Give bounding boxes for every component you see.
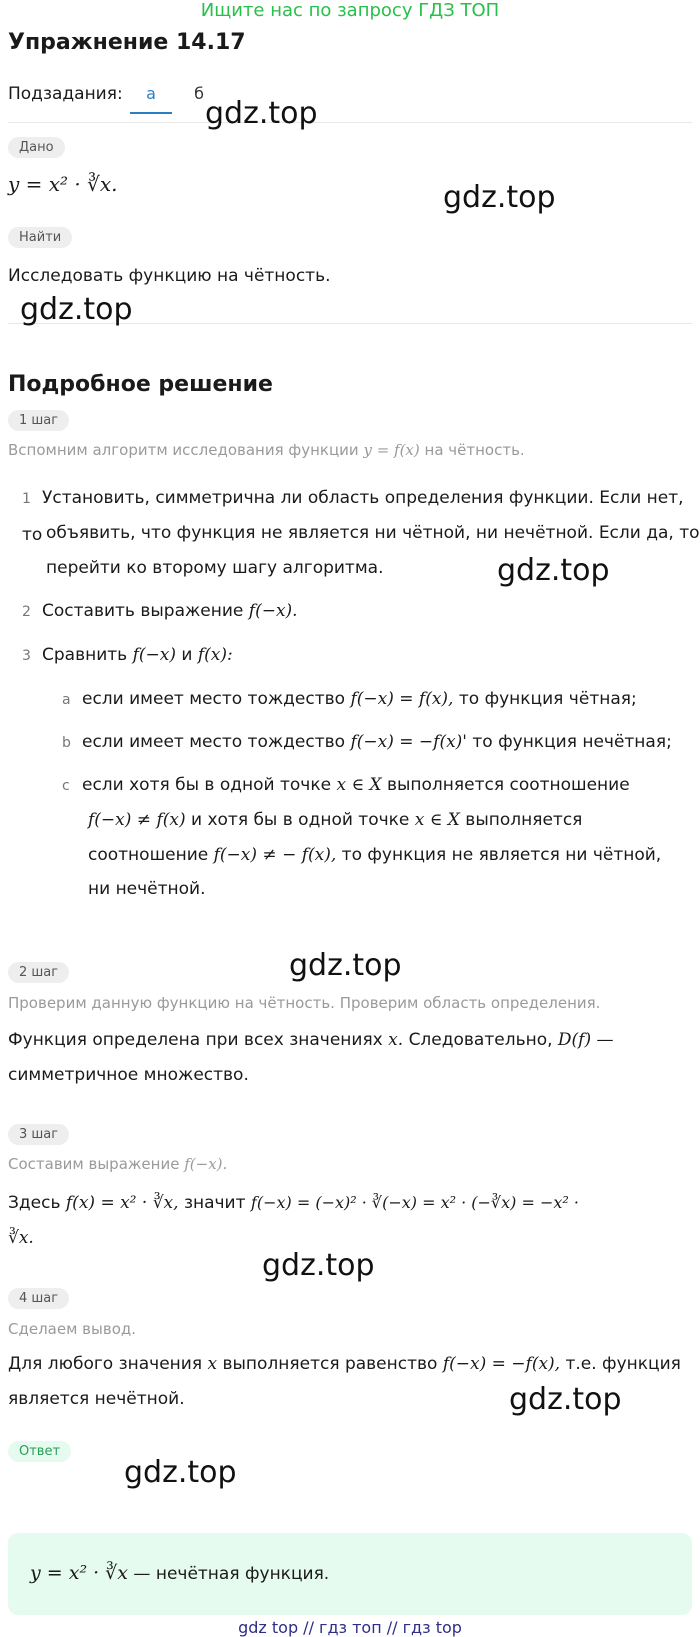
item-math: f(−x) — [132, 645, 176, 665]
subitem-math: f(−x) = −f(x)' — [350, 732, 467, 752]
step-3-intro — [8, 1155, 227, 1173]
item-math: f(−x). — [248, 601, 298, 621]
algorithm-subitem-c-cont: ни нечётной. — [88, 879, 206, 899]
step-math: x — [207, 1354, 218, 1374]
step-4-line-1 — [8, 1346, 681, 1382]
subitem-text: если хотя бы в одной точке — [82, 775, 332, 795]
exercise-title: Упражнение 14.17 — [8, 30, 246, 55]
step-text: Для любого значения — [8, 1354, 203, 1374]
subitem-marker: c — [62, 778, 70, 794]
watermark: gdz.top — [262, 1248, 375, 1283]
item-text: Сравнить — [42, 645, 128, 665]
subitem-text: то функция не является ни чётной, — [341, 845, 662, 865]
step-math: f(x) = x² · ∛x, — [65, 1193, 179, 1213]
item-math: f(x): — [197, 645, 233, 665]
step-2-label: 2 шаг — [8, 962, 69, 983]
find-label: Найти — [8, 227, 72, 248]
step-text: т.е. функция — [565, 1354, 681, 1374]
subitem-marker: b — [62, 735, 71, 751]
active-tab-indicator — [130, 112, 172, 114]
watermark: gdz.top — [509, 1382, 622, 1417]
step-1-label: 1 шаг — [8, 410, 69, 431]
item-text: и — [181, 645, 193, 665]
subitem-text: и хотя бы в одной точке — [191, 810, 410, 830]
algorithm-item-1-cont: перейти ко второму шагу алгоритма. — [46, 558, 384, 578]
algorithm-subitem-b — [62, 724, 672, 761]
subitem-math: x ∈ X — [414, 810, 460, 830]
subitem-text: выполняется — [465, 810, 583, 830]
item-number: 2 — [22, 604, 31, 620]
watermark: gdz.top — [443, 180, 556, 215]
subitem-text: то функция чётная; — [458, 689, 637, 709]
intro-text: Составим выражение — [8, 1155, 180, 1173]
subtasks-label: Подзадания: — [8, 84, 123, 104]
step-text: Функция определена при всех значениях — [8, 1030, 383, 1050]
divider — [8, 122, 692, 123]
subitem-math: x ∈ X — [336, 775, 382, 795]
step-3-line-2: ∛x. — [8, 1228, 34, 1248]
subitem-math: f(−x) ≠ f(x) — [88, 810, 186, 830]
given-label: Дано — [8, 137, 65, 158]
step-math: x. — [388, 1030, 404, 1050]
algorithm-subitem-a — [62, 681, 637, 718]
top-banner[interactable]: Ищите нас по запросу ГДЗ ТОП — [200, 0, 500, 21]
watermark: gdz.top — [205, 96, 318, 131]
algorithm-subitem-c — [62, 767, 630, 804]
step-4-line-2: является нечётной. — [8, 1389, 185, 1409]
tab-subtask-a[interactable]: а — [146, 84, 156, 103]
item-number: 1 — [22, 491, 31, 507]
step-3-line-1 — [8, 1185, 579, 1221]
subitem-marker: a — [62, 692, 71, 708]
answer-expression: y = x² · ∛x — [30, 1562, 129, 1584]
tab-subtask-b[interactable]: б — [194, 84, 204, 103]
algorithm-item-1-cont: объявить, что функция не является ни чётной, ни нечётной. Если да, то — [46, 523, 700, 543]
algorithm-item-3 — [22, 637, 233, 674]
item-text: Установить, симметрична ли область определения функции. Если нет, то — [22, 488, 684, 545]
intro-text-end: на чётность. — [424, 441, 525, 459]
item-number: 3 — [22, 648, 31, 664]
subitem-text: если имеет место тождество — [82, 732, 346, 752]
step-math: f(−x) = −f(x), — [442, 1354, 561, 1374]
subitem-text: выполняется соотношение — [386, 775, 630, 795]
watermark: gdz.top — [497, 553, 610, 588]
footer-links[interactable]: gdz top // гдз топ // гдз top — [238, 1618, 462, 1637]
step-math: f(−x) = (−x)² · ∛(−x) = x² · (−∛x) = −x² · — [250, 1193, 580, 1212]
intro-math: y = f(x) — [363, 441, 420, 459]
answer-text: — нечётная функция. — [133, 1564, 330, 1584]
step-4-intro: Сделаем вывод. — [8, 1320, 137, 1338]
subitem-math: f(−x) ≠ − f(x), — [213, 845, 337, 865]
subitem-text: то функция нечётная; — [472, 732, 672, 752]
solution-title: Подробное решение — [8, 372, 273, 397]
algorithm-item-2 — [22, 593, 298, 630]
step-text: выполняется равенство — [222, 1354, 438, 1374]
watermark: gdz.top — [124, 1455, 237, 1490]
step-3-label: 3 шаг — [8, 1124, 69, 1145]
algorithm-subitem-c-cont — [88, 802, 582, 838]
subitem-text: если имеет место тождество — [82, 689, 346, 709]
step-1-intro — [8, 441, 525, 459]
watermark: gdz.top — [20, 292, 133, 327]
intro-text: Вспомним алгоритм исследования функции — [8, 441, 359, 459]
answer-line — [30, 1555, 329, 1592]
step-4-label: 4 шаг — [8, 1288, 69, 1309]
given-expression: y = x² · ∛x. — [8, 172, 118, 196]
watermark: gdz.top — [289, 948, 402, 983]
step-2-line-2: симметричное множество. — [8, 1065, 249, 1085]
step-text: значит — [183, 1193, 246, 1213]
subitem-math: f(−x) = f(x), — [350, 689, 454, 709]
answer-label: Ответ — [8, 1441, 71, 1462]
step-text: Следовательно, — [408, 1030, 553, 1050]
item-text: Составить выражение — [42, 601, 244, 621]
intro-math: f(−x). — [184, 1155, 228, 1173]
algorithm-subitem-c-cont — [88, 837, 661, 873]
find-text: Исследовать функцию на чётность. — [8, 266, 331, 286]
step-2-line-1 — [8, 1022, 614, 1058]
step-text: Здесь — [8, 1193, 61, 1213]
step-2-intro: Проверим данную функцию на чётность. Проверим область определения. — [8, 994, 601, 1012]
subitem-text: соотношение — [88, 845, 209, 865]
step-math: D(f) — — [557, 1030, 614, 1050]
